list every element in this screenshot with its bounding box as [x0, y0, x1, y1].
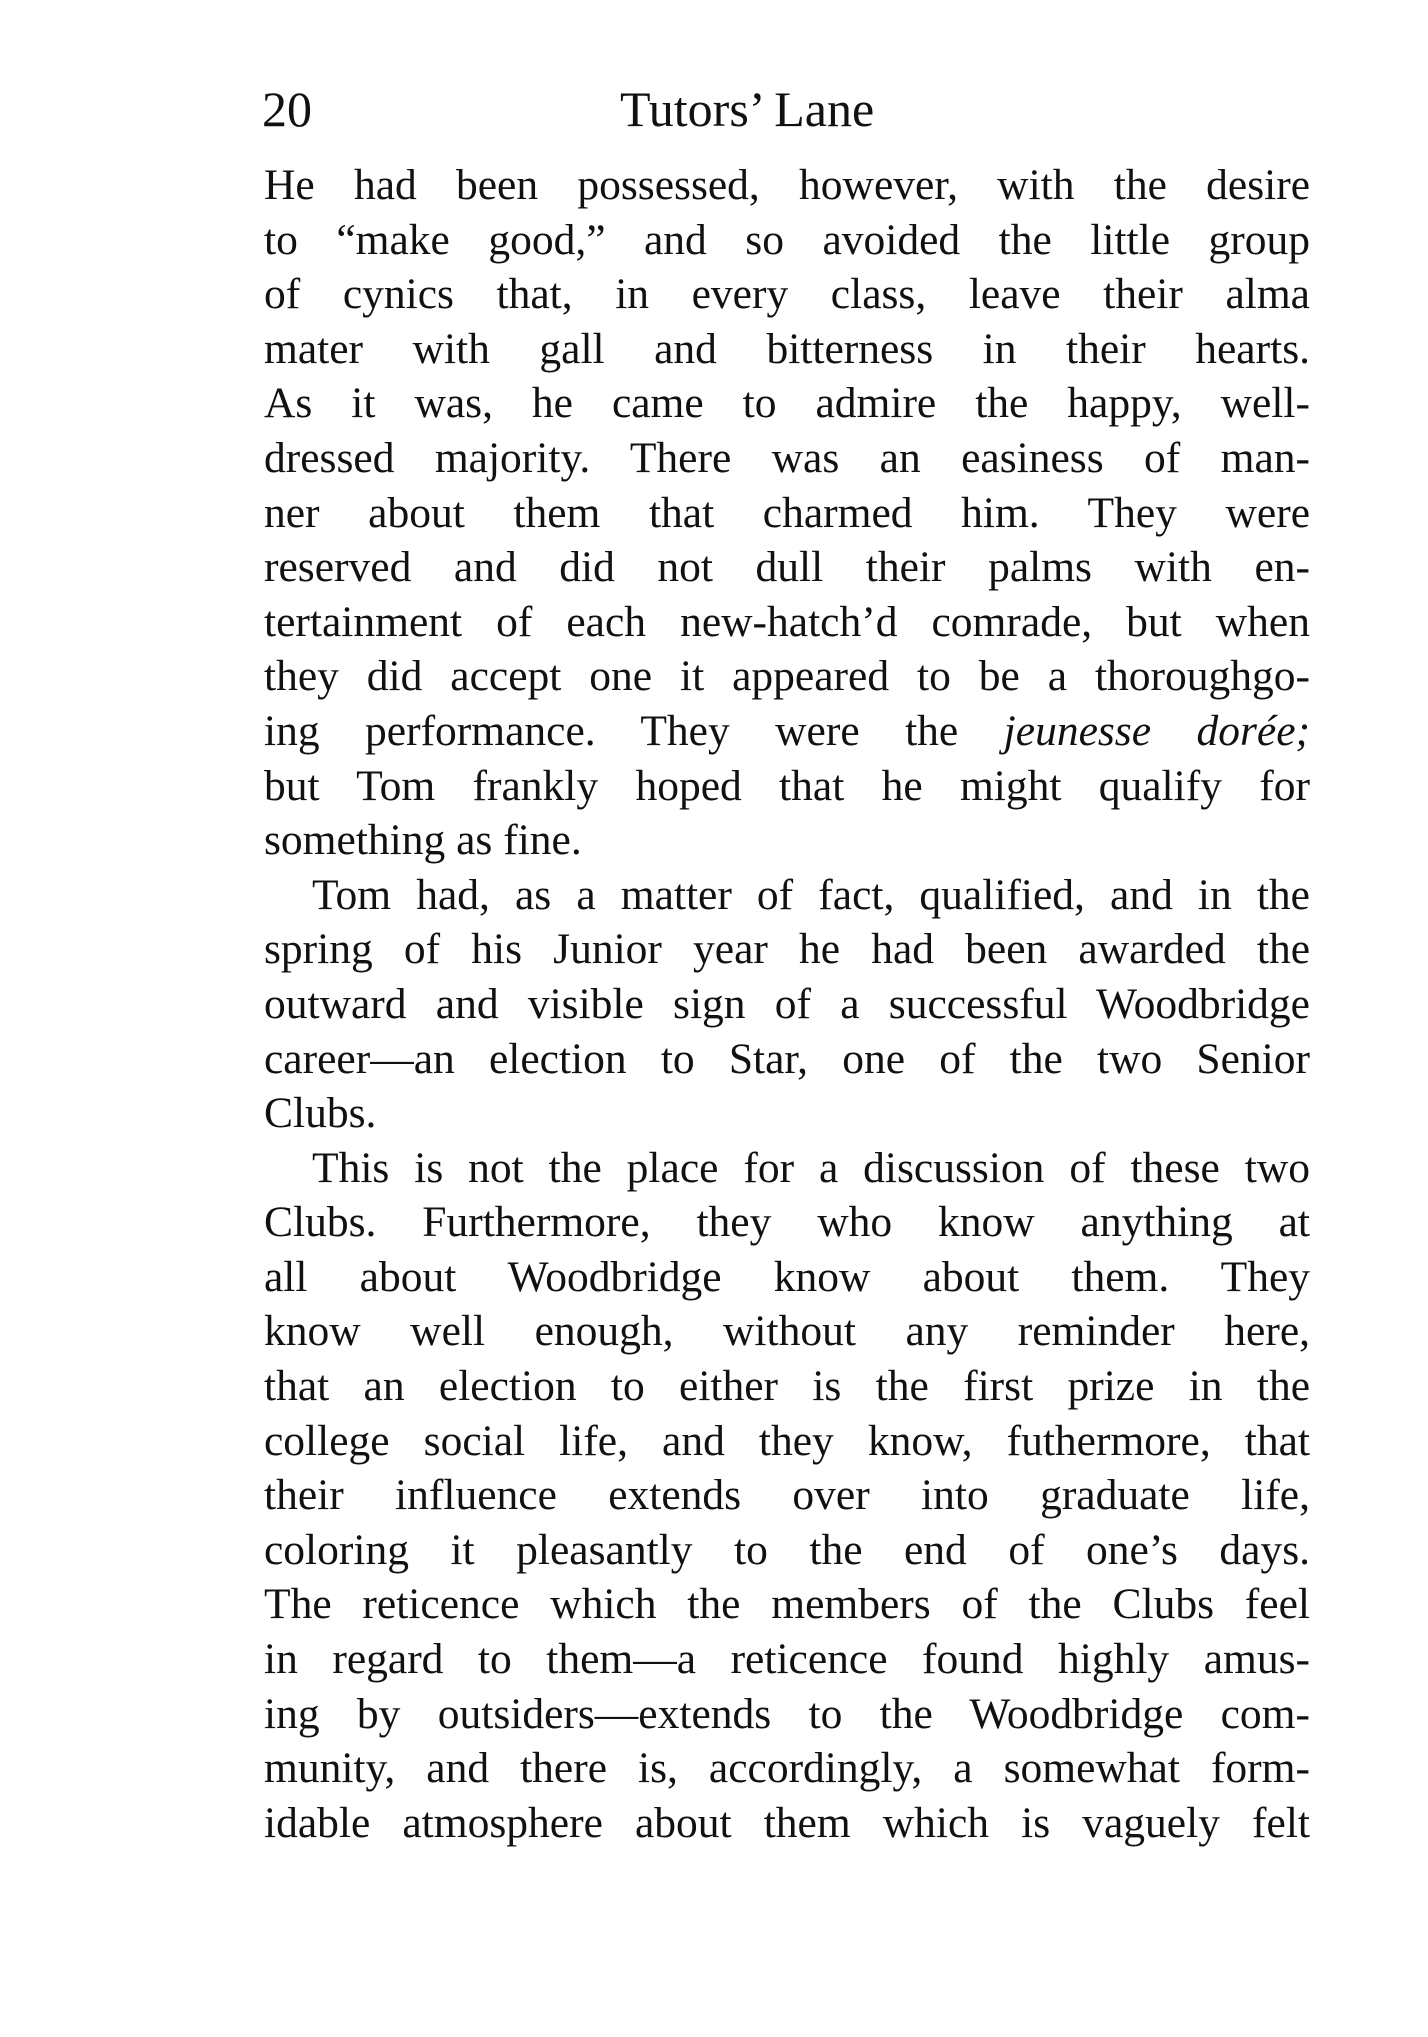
text-line: of cynics that, in every class, leave their alma — [264, 270, 1310, 319]
text-line: in regard to them—a reticence found highly amus- — [264, 1635, 1310, 1684]
text-line: He had been possessed, however, with the desire — [264, 161, 1310, 209]
text-line: Clubs. — [264, 1089, 377, 1138]
text-line: coloring it pleasantly to the end of one’s days. — [264, 1525, 1310, 1574]
text-line: mater with gall and bitterness in their hearts. — [264, 324, 1310, 373]
text-line-italic-phrase — [264, 704, 1310, 759]
text-line: something as fine. — [264, 816, 582, 865]
text-line: college social life, and they know, futhermore, that — [264, 1416, 1310, 1465]
text-line: reserved and did not dull their palms with en- — [264, 543, 1310, 592]
text-line: The reticence which the members of the Clubs feel — [264, 1580, 1310, 1629]
text-line: Tom had, as a matter of fact, qualified, and in the — [312, 870, 1310, 919]
text-line: to “make good,” and so avoided the little group — [264, 215, 1310, 264]
paragraph-1 — [264, 158, 1310, 868]
text-line: their influence extends over into graduate life, — [264, 1471, 1310, 1520]
text-line: As it was, he came to admire the happy, well- — [264, 379, 1310, 428]
text-line: spring of his Junior year he had been awarded the — [264, 925, 1310, 974]
text-line: that an election to either is the first prize in the — [264, 1362, 1310, 1411]
italic-line-before: ing performance. They were the — [264, 706, 1004, 755]
text-line: all about Woodbridge know about them. They — [264, 1252, 1310, 1301]
text-line: know well enough, without any reminder here, — [264, 1307, 1310, 1356]
text-line: they did accept one it appeared to be a thoroughgo- — [264, 652, 1310, 701]
page-number: 20 — [262, 81, 312, 137]
text-line: ner about them that charmed him. They were — [264, 488, 1310, 537]
body-text — [264, 158, 1310, 1850]
text-line: ing by outsiders—extends to the Woodbridge com- — [264, 1689, 1310, 1738]
italic-phrase: jeunesse dorée; — [1003, 706, 1311, 755]
page-header — [262, 80, 1310, 150]
running-title: Tutors’ Lane — [620, 81, 875, 137]
paragraph-2 — [264, 868, 1310, 1141]
text-line: outward and visible sign of a successful Woodbridge — [264, 979, 1310, 1028]
text-line: dressed majority. There was an easiness of man- — [264, 433, 1310, 482]
paragraph-3 — [264, 1141, 1310, 1851]
text-line: idable atmosphere about them which is vaguely felt — [264, 1798, 1310, 1847]
text-line: tertainment of each new-hatch’d comrade, but when — [264, 597, 1310, 646]
text-line: This is not the place for a discussion of these two — [312, 1143, 1310, 1192]
text-line: munity, and there is, accordingly, a somewhat form- — [264, 1744, 1310, 1793]
text-line: career—an election to Star, one of the two Senior — [264, 1034, 1310, 1083]
text-line: but Tom frankly hoped that he might qualify for — [264, 761, 1310, 810]
text-line: Clubs. Furthermore, they who know anything at — [264, 1198, 1310, 1247]
